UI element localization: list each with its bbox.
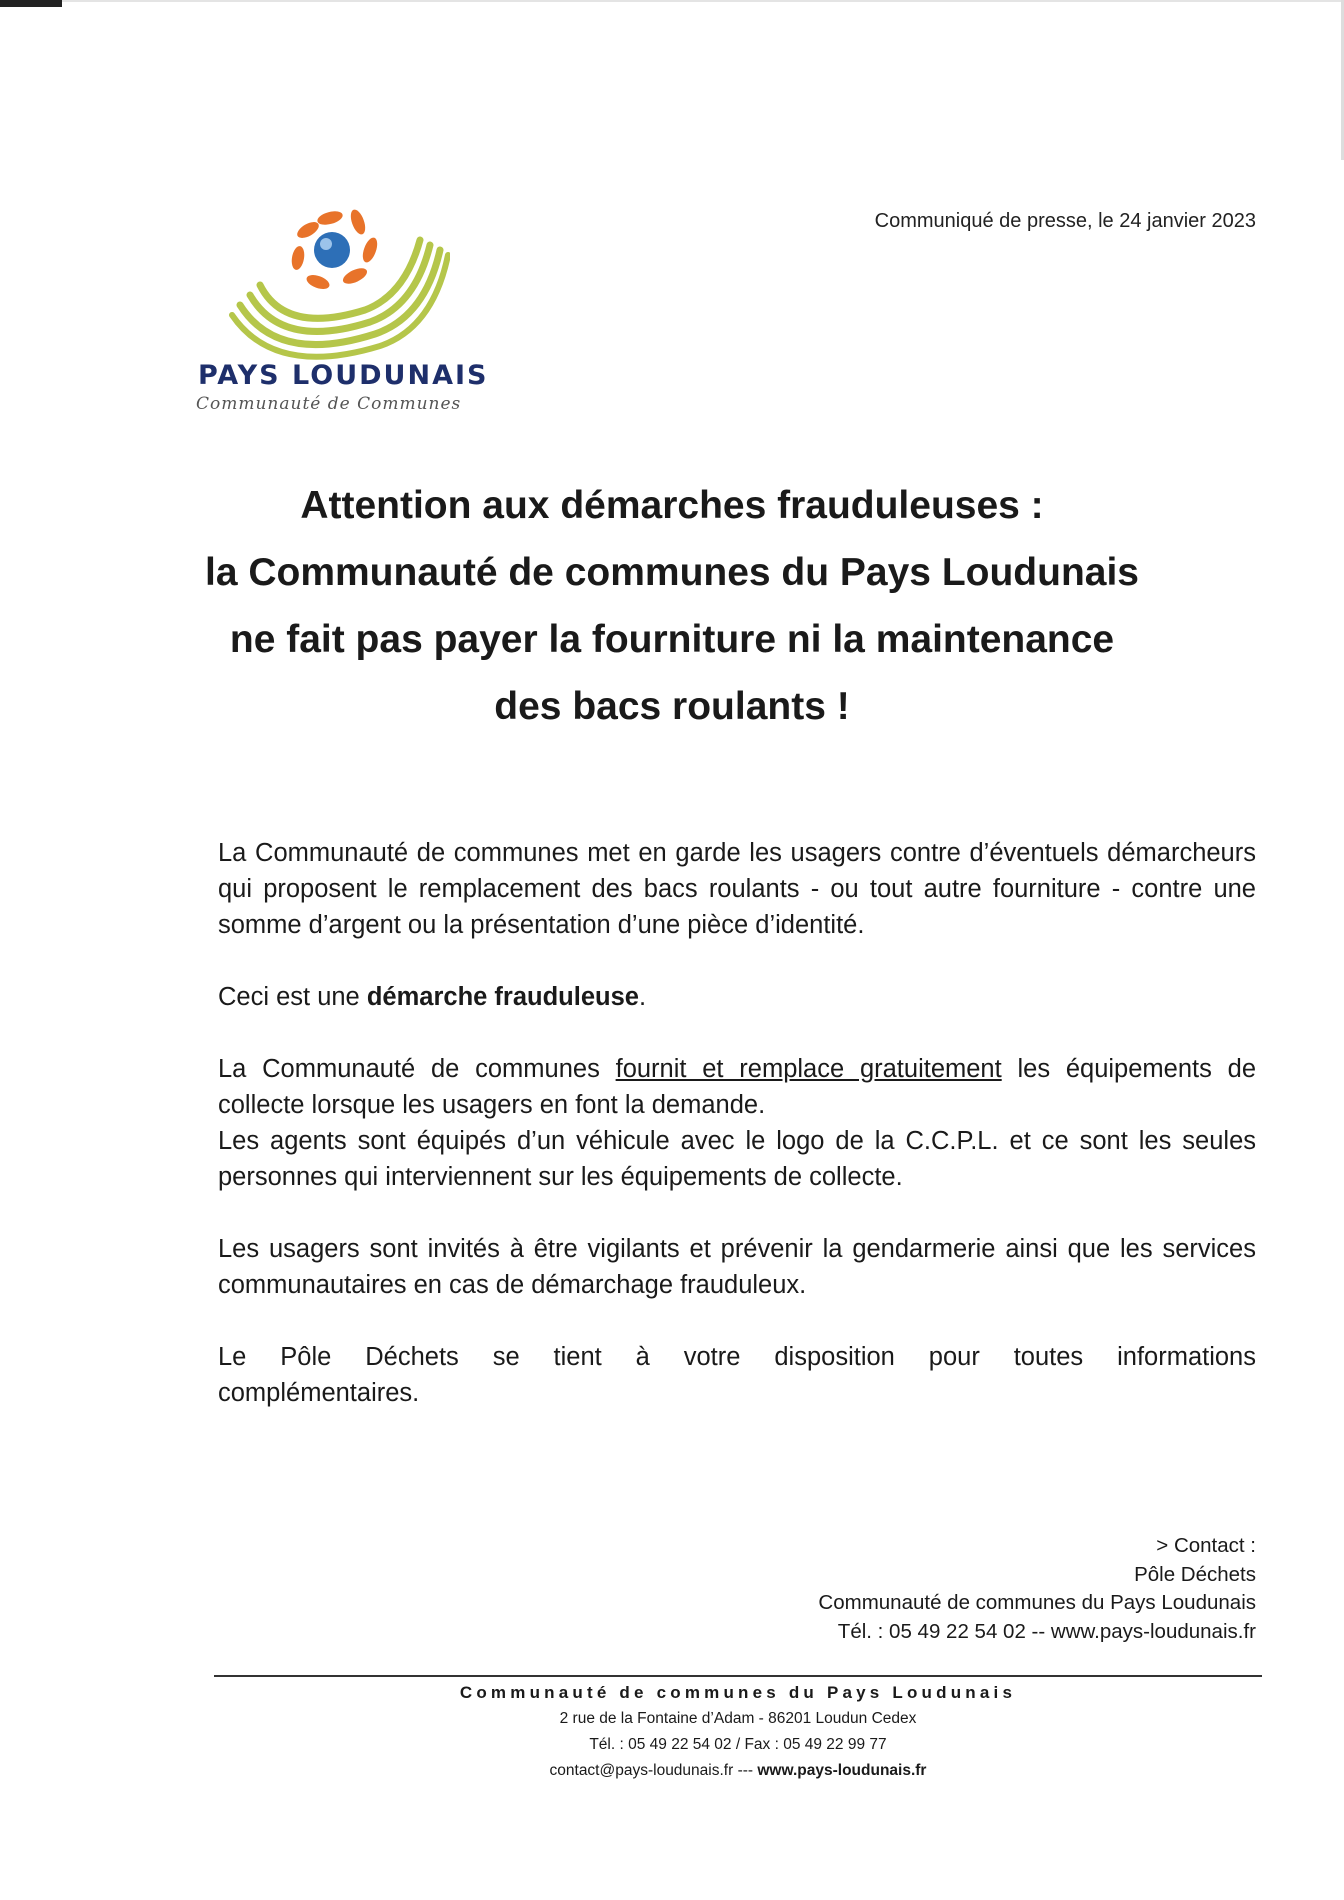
paragraph-contact-line-1: Le Pôle Déchets se tient à votre disposition pour toutes informations bbox=[218, 1343, 1256, 1371]
paragraph-fraud-start: Ceci est une bbox=[218, 983, 367, 1011]
paragraph-fraud-bold: démarche frauduleuse bbox=[366, 983, 639, 1011]
contact-tel: Tél. : 05 49 22 54 02 -- www.pays-loudunais.fr bbox=[837, 1619, 1256, 1643]
footer-separator: --- bbox=[733, 1762, 758, 1779]
paragraph-free-start: La Communauté de communes bbox=[218, 1055, 616, 1083]
press-release-body bbox=[218, 835, 1256, 1447]
footer-email: contact@pays-loudunais.fr bbox=[549, 1762, 734, 1779]
contact-block bbox=[818, 1532, 1256, 1646]
footer-phone: Tél. : 05 49 22 54 02 / Fax : 05 49 22 99 77 bbox=[589, 1736, 887, 1753]
title-line-2: la Communauté de communes du Pays Loudunais bbox=[204, 551, 1139, 594]
paragraph-contact-line-2: complémentaires. bbox=[218, 1379, 420, 1407]
footer-website: www.pays-loudunais.fr bbox=[757, 1762, 927, 1779]
footer-divider bbox=[214, 1675, 1262, 1677]
logo-emblem-icon bbox=[190, 200, 450, 365]
logo-name: PAYS LOUDUNAIS bbox=[198, 360, 489, 391]
scan-edge-mark bbox=[0, 0, 62, 7]
title-line-1: Attention aux démarches frauduleuses : bbox=[300, 484, 1044, 527]
paragraph-warning: La Communauté de communes met en garde les usagers contre d’éventuels démarcheurs qui proposent le remplacement des bacs roulants - ou tout autre fourniture - contre une somme d’argent ou la présentation d’une pièce d’identité. bbox=[218, 839, 1256, 939]
footer-address: 2 rue de la Fontaine d’Adam - 86201 Loudun Cedex bbox=[559, 1710, 917, 1727]
paragraph-contact-info bbox=[218, 1339, 1256, 1411]
contact-dept: Pôle Déchets bbox=[1134, 1562, 1256, 1586]
paragraph-agents: Les agents sont équipés d’un véhicule avec le logo de la C.C.P.L. et ce sont les seules personnes qui interviennent sur les équipements de collecte. bbox=[218, 1127, 1256, 1191]
paragraph-free-service bbox=[218, 1051, 1256, 1123]
paragraph-vigilance: Les usagers sont invités à être vigilants et prévenir la gendarmerie ainsi que les services communautaires en cas de démarchage frauduleux. bbox=[218, 1235, 1256, 1299]
contact-org: Communauté de communes du Pays Loudunais bbox=[818, 1591, 1256, 1614]
logo-subtitle: Communauté de Communes bbox=[196, 394, 462, 414]
press-release-date: Communiqué de presse, le 24 janvier 2023 bbox=[874, 210, 1256, 232]
paragraph-fraud-end: . bbox=[638, 983, 647, 1011]
title-line-3: ne fait pas payer la fourniture ni la maintenance bbox=[229, 618, 1115, 661]
paragraph-fraud bbox=[218, 979, 1256, 1015]
title-line-4: des bacs roulants ! bbox=[494, 685, 850, 728]
pays-loudunais-logo bbox=[190, 200, 489, 415]
page-title bbox=[160, 472, 1184, 740]
paragraph-free-underline: fournit et remplace gratuitement bbox=[615, 1055, 1002, 1083]
scan-top-edge bbox=[62, 0, 1344, 2]
paragraph-free-end: les équipements de collecte lorsque les usagers en font la demande. bbox=[218, 1055, 1257, 1119]
footer-contact-line bbox=[214, 1758, 1262, 1784]
footer bbox=[214, 1680, 1262, 1784]
footer-org: Communauté de communes du Pays Loudunais bbox=[459, 1683, 1017, 1702]
contact-label: > Contact : bbox=[1156, 1534, 1256, 1557]
